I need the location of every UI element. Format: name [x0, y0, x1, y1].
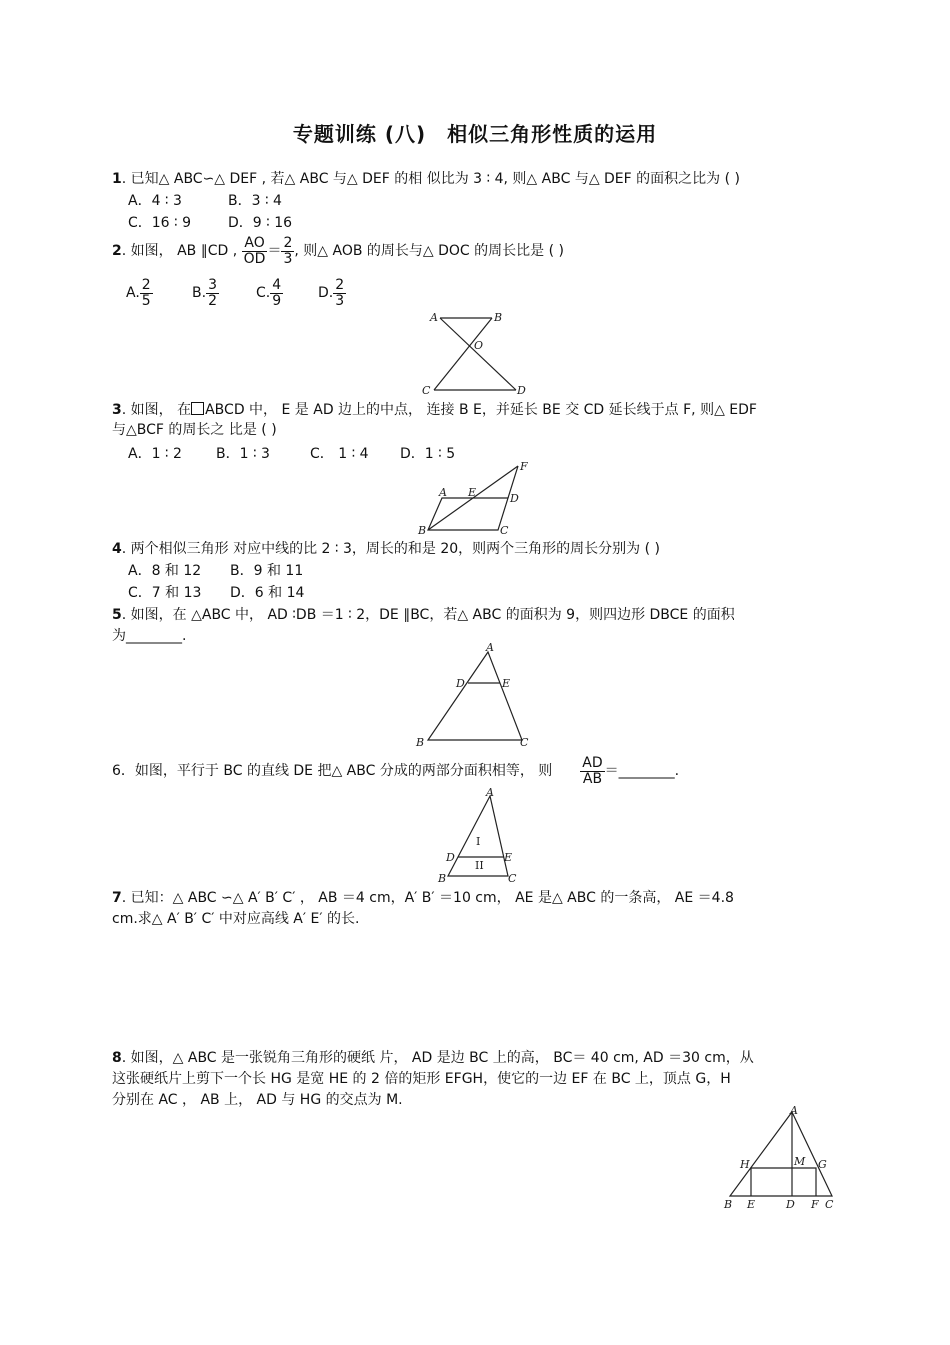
- question-5-line-2: 为________.: [112, 628, 187, 644]
- option-label: A.: [126, 285, 140, 301]
- q4-option-b: B．9 和 11: [230, 563, 304, 579]
- question-2: [112, 234, 564, 268]
- label-a: A: [439, 486, 447, 499]
- option-label: C.: [256, 285, 271, 301]
- parallelogram-symbol: [191, 402, 204, 415]
- q2-option-c: [256, 276, 283, 310]
- option-label: B.: [192, 285, 207, 301]
- q8-figure-rectangle-in-triangle: [718, 1102, 842, 1214]
- option-fraction: [140, 278, 153, 309]
- question-number: 1: [112, 171, 122, 187]
- question-text: . 如图， 在: [121, 402, 192, 418]
- label-e: E: [468, 486, 477, 499]
- fraction-numerator: AO: [242, 236, 268, 252]
- label-c: C: [825, 1198, 834, 1211]
- triangle-abc: [730, 1112, 832, 1196]
- label-a: A: [430, 311, 438, 324]
- question-1: [112, 170, 740, 188]
- question-text-cont: ABCD 中， E 是 AD 边上的中点， 连接 B E，并延长 BE 交 CD 延长线于点 F, 则△ EDF: [205, 402, 757, 418]
- fraction-denominator: 2: [208, 292, 217, 309]
- question-4: [112, 540, 660, 558]
- fraction-denominator: 3: [283, 250, 293, 267]
- fraction-denominator: 9: [272, 292, 282, 309]
- label-d: D: [456, 677, 465, 690]
- label-f: F: [520, 460, 528, 473]
- label-b: B: [438, 872, 447, 885]
- q3-option-d: D．1 ∶ 5: [400, 446, 456, 462]
- label-b: B: [724, 1198, 733, 1211]
- page-title: 专题训练 (八) 相似三角形性质的运用: [292, 122, 658, 146]
- q3-option-c: C． 1 ∶ 4: [310, 446, 369, 462]
- fraction-two-thirds: [281, 236, 294, 267]
- label-a: A: [790, 1104, 798, 1117]
- q4-option-d: D．6 和 14: [230, 585, 305, 601]
- region-label-i: I: [476, 835, 481, 848]
- segment-ad: [440, 318, 516, 390]
- label-d: D: [446, 851, 455, 864]
- question-7: [112, 889, 734, 907]
- option-label: D.: [318, 285, 334, 301]
- question-8: [112, 1049, 754, 1067]
- q2-option-a: [126, 276, 153, 310]
- question-number: 4: [112, 541, 122, 557]
- label-b: B: [418, 524, 427, 537]
- question-3-line-2: 与△BCF 的周长之 比是 ( ): [112, 422, 277, 438]
- label-d: D: [517, 384, 526, 397]
- fraction-numerator: AD: [582, 754, 603, 771]
- label-d: D: [510, 492, 519, 505]
- label-c: C: [422, 384, 431, 397]
- q2-option-b: [192, 276, 219, 310]
- q4-option-c: C．7 和 13: [128, 585, 202, 601]
- q3-option-b: B．1 ∶ 3: [216, 446, 270, 462]
- label-g: G: [818, 1158, 827, 1171]
- question-text-pre: . 如图， AB ∥CD ,: [121, 243, 238, 259]
- label-c: C: [520, 736, 529, 749]
- question-text: . 已知：△ ABC ∽△ A′ B′ C′ ， AB ＝4 cm，A′ B′ ＝10 cm， AE 是△ ABC 的一条高， AE ＝4.8: [121, 890, 734, 906]
- question-number: 3: [112, 402, 122, 418]
- label-e: E: [504, 851, 513, 864]
- label-e: E: [747, 1198, 756, 1211]
- question-text: 6．如图，平行于 BC 的直线 DE 把△ ABC 分成的两部分面积相等， 则: [112, 763, 553, 779]
- label-b: B: [494, 311, 503, 324]
- q3-figure-parallelogram: [412, 458, 542, 538]
- fraction-numerator: 2: [335, 276, 345, 293]
- fraction-numerator: 3: [208, 276, 217, 293]
- fraction-numerator: 4: [272, 276, 282, 293]
- fraction-denominator: 3: [335, 292, 345, 309]
- q1-option-c: C．16 ∶ 9: [128, 215, 192, 231]
- rectangle-efgh: [751, 1168, 816, 1196]
- q2-figure-hourglass: [418, 308, 530, 400]
- fraction-numerator: 2: [141, 276, 151, 293]
- q1-option-d: D．9 ∶ 16: [228, 215, 293, 231]
- question-6: [112, 754, 679, 788]
- q4-option-a: A．8 和 12: [128, 563, 202, 579]
- label-e: E: [502, 677, 511, 690]
- question-text: . 已知△ ABC∽△ DEF , 若△ ABC 与△ DEF 的相 似比为 3 ∶ 4, 则△ ABC 与△ DEF 的面积之比为 ( ): [121, 171, 740, 187]
- answer-blank: ＝________.: [604, 763, 680, 779]
- fraction-ao-od: [242, 236, 268, 267]
- label-d: D: [786, 1198, 795, 1211]
- option-fraction: [206, 278, 219, 309]
- label-h: H: [740, 1158, 750, 1171]
- option-fraction: [270, 278, 283, 309]
- fraction-numerator: 2: [283, 234, 293, 251]
- question-8-line-2: 这张硬纸片上剪下一个长 HG 是宽 HE 的 2 倍的矩形 EFGH，使它的一边 EF 在 BC 上，顶点 G，H: [112, 1071, 731, 1087]
- label-f: F: [811, 1198, 819, 1211]
- question-3: [112, 401, 757, 419]
- question-8-line-3: 分别在 AC ， AB 上， AD 与 HG 的交点为 M.: [112, 1092, 403, 1108]
- label-m: M: [794, 1155, 806, 1168]
- q3-option-a: A．1 ∶ 2: [128, 446, 182, 462]
- fraction-denominator: AB: [582, 770, 603, 787]
- q1-option-a: A．4 ∶ 3: [128, 193, 182, 209]
- question-number: 5: [112, 607, 122, 623]
- q5-figure-triangle: [410, 642, 540, 752]
- q6-figure-triangle: [436, 786, 526, 886]
- fraction-denominator: 5: [141, 292, 151, 309]
- question-number: 8: [112, 1050, 122, 1066]
- question-text: . 如图，△ ABC 是一张锐角三角形的硬纸 片， AD 是边 BC 上的高， BC＝ 40 cm, AD ＝30 cm，从: [121, 1050, 754, 1066]
- triangle-abc: [428, 652, 522, 740]
- question-number: 2: [112, 243, 122, 259]
- question-number: 7: [112, 890, 122, 906]
- question-7-line-2: cm.求△ A′ B′ C′ 中对应高线 A′ E′ 的长.: [112, 911, 360, 927]
- label-a: A: [486, 786, 494, 799]
- question-text: . 如图，在 △ABC 中， AD ∶DB ＝1 ∶ 2，DE ∥BC，若△ ABC 的面积为 9，则四边形 DBCE 的面积: [121, 607, 735, 623]
- label-b: B: [416, 736, 425, 749]
- option-fraction: [333, 278, 346, 309]
- q1-option-b: B．3 ∶ 4: [228, 193, 282, 209]
- label-o: O: [474, 339, 484, 352]
- label-c: C: [500, 524, 509, 537]
- segment-bc: [434, 318, 492, 390]
- question-5: [112, 606, 735, 624]
- label-a: A: [486, 642, 494, 654]
- question-text: . 两个相似三角形 对应中线的比 2 ∶ 3，周长的和是 20，则两个三角形的周长分别为 ( ): [121, 541, 660, 557]
- q2-option-d: [318, 276, 346, 310]
- label-c: C: [508, 872, 517, 885]
- fraction-ad-ab: [580, 756, 604, 787]
- region-label-ii: II: [475, 859, 484, 872]
- question-text-post: , 则△ AOB 的周长与△ DOC 的周长比是 ( ): [294, 243, 564, 259]
- parallelogram-abcd: [428, 498, 508, 530]
- equals-sign: ＝: [267, 243, 282, 259]
- fraction-denominator: OD: [243, 250, 266, 267]
